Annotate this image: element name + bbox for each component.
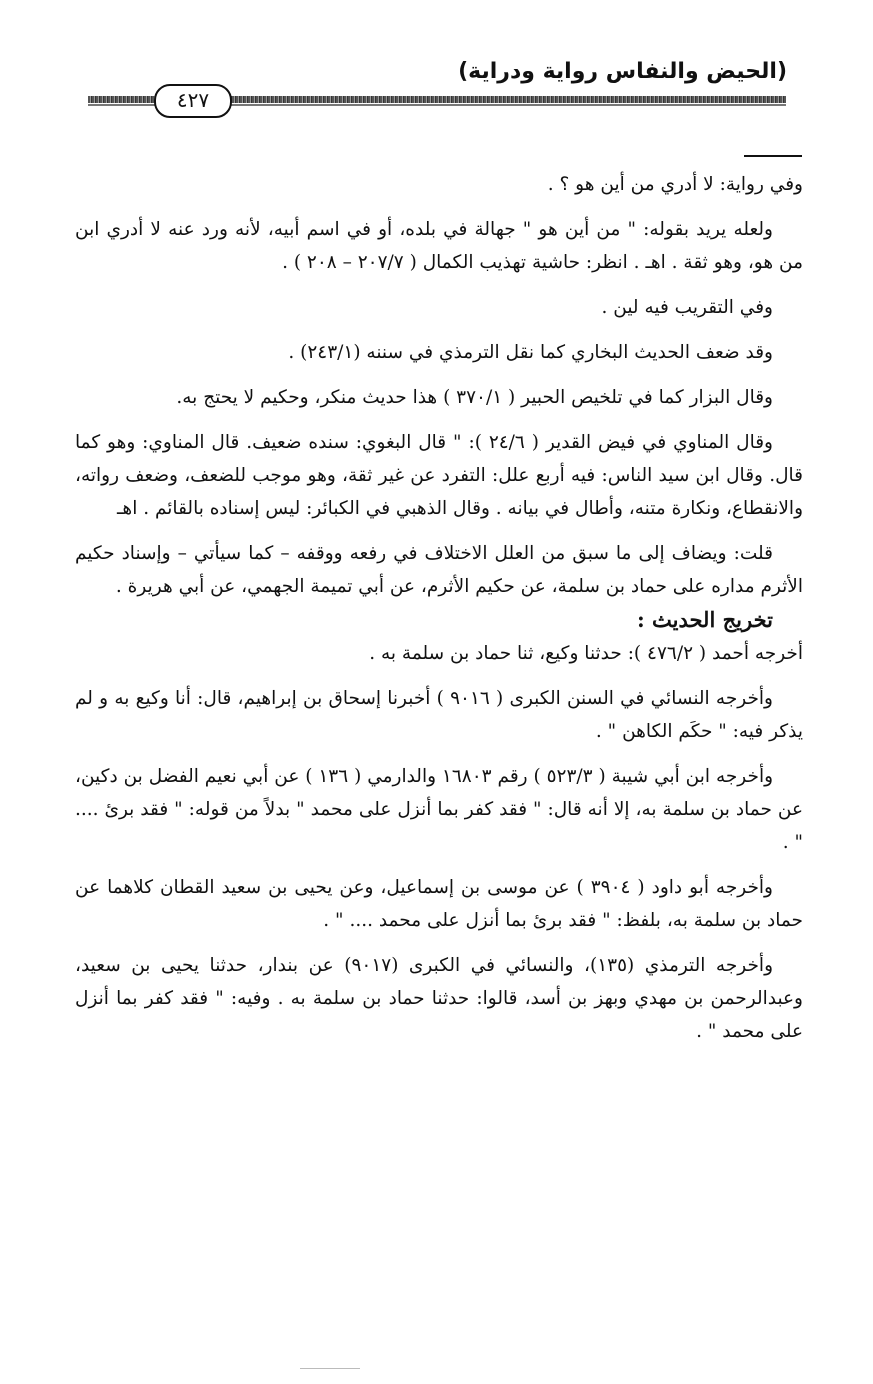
paragraph: وقال البزار كما في تلخيص الحبير ( ٣٧٠/١ ) هذا حديث منكر، وحكيم لا يحتج به. <box>176 387 773 408</box>
takhrij-paragraph: وأخرجه أبو داود ( ٣٩٠٤ ) عن موسى بن إسماعيل، وعن يحيى بن سعيد القطان كلاهما عن حماد بن سلمة به، بلفظ: " فقد برئ بما أنزل على محمد .... " . <box>75 877 803 931</box>
paragraph: ولعله يريد بقوله: " من أين هو " جهالة في بلده، أو في اسم أبيه، لأنه ورد عنه لا أدري ابن من هو، وهو ثقة . اهـ . انظر: حاشية تهذيب الكمال ( ٢٠٧/٧ – ٢٠٨ ) . <box>75 219 803 273</box>
footnote-separator <box>744 155 802 157</box>
takhrij-paragraph: وأخرجه الترمذي (١٣٥)، والنسائي في الكبرى (٩٠١٧) عن بندار، حدثنا يحيى بن سعيد، وعبدالرحمن بن مهدي وبهز بن أسد، قالوا: حدثنا حماد بن سلمة به . وفيه: " فقد كفر بما أنزل على محمد " . <box>75 955 803 1042</box>
scan-artifact-line <box>300 1368 360 1369</box>
paragraph: وقد ضعف الحديث البخاري كما نقل الترمذي في سننه (٢٤٣/١) . <box>288 342 773 363</box>
paragraph: قلت: ويضاف إلى ما سبق من العلل الاختلاف في رفعه ووقفه – كما سيأتي – وإسناد حكيم الأثرم مداره على حماد بن سلمة، عن حكيم الأثرم، عن أبي تميمة الجهمي، عن أبي هريرة . <box>75 543 803 597</box>
takhrij-paragraph: أخرجه أحمد ( ٤٧٦/٢ ): حدثنا وكيع، ثنا حماد بن سلمة به . <box>369 643 803 664</box>
running-header-title: (الحيض والنفاس رواية ودراية) <box>458 59 787 84</box>
paragraph: وقال المناوي في فيض القدير ( ٢٤/٦ ): " قال البغوي: سنده ضعيف. قال المناوي: وهو كما قال. وقال ابن سيد الناس: فيه أربع علل: التفرد عن غير ثقة، وهو موجب للضعف، وضعف رواته، والانقطاع، ونكارة متنه، وأطال في بيانه . وقال الذهبي في الكبائر: ليس إسناده بالقائم . اهـ <box>75 432 803 519</box>
body-text <box>75 168 803 1048</box>
paragraph: وفي التقريب فيه لين . <box>601 297 773 318</box>
page-number: ٤٢٧ <box>154 84 232 118</box>
takhrij-paragraph: وأخرجه ابن أبي شيبة ( ٥٢٣/٣ ) رقم ١٦٨٠٣ والدارمي ( ١٣٦ ) عن أبي نعيم الفضل بن دكين، عن حماد بن سلمة به، إلا أنه قال: " فقد كفر بما أنزل على محمد " بدلاً من قوله: " فقد برئ .... " . <box>75 766 803 853</box>
section-title: تخريج الحديث : <box>636 607 773 632</box>
paragraph: وفي رواية: لا أدري من أين هو ؟ . <box>547 174 803 195</box>
takhrij-paragraph: وأخرجه النسائي في السنن الكبرى ( ٩٠١٦ ) أخبرنا إسحاق بن إبراهيم، قال: أنا وكيع به و لم يذكر فيه: " حكَم الكاهن " . <box>75 688 803 742</box>
